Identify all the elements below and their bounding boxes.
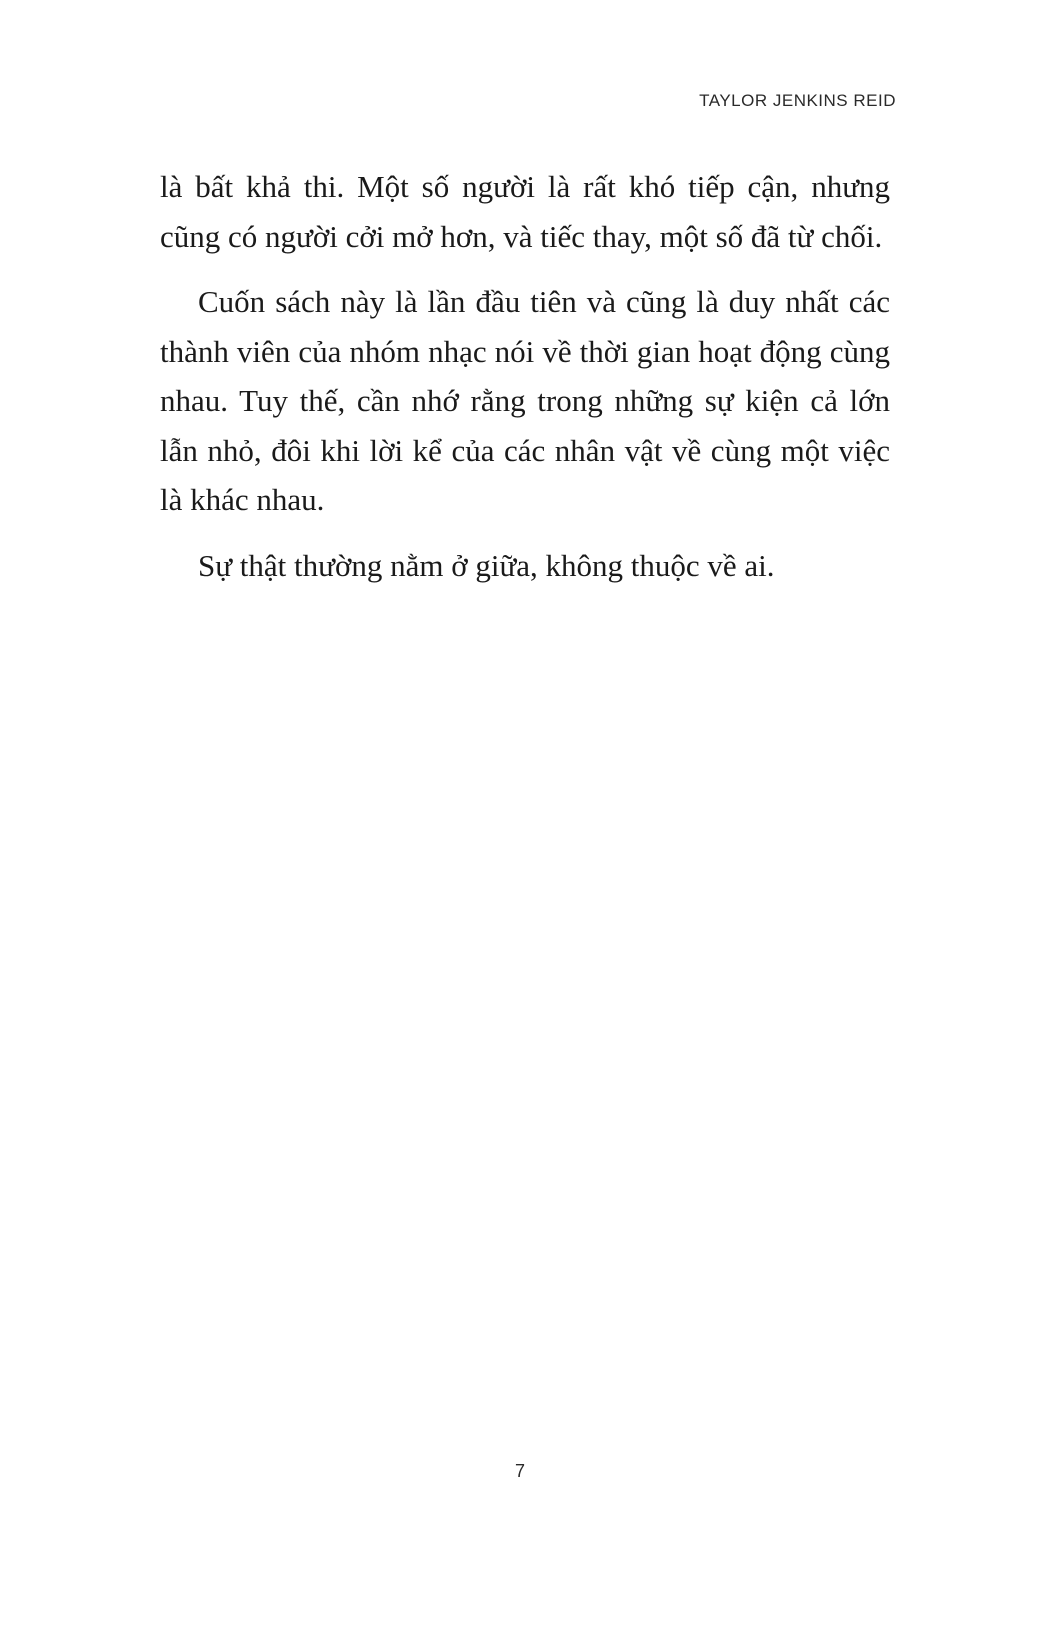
body-text (160, 162, 890, 606)
page-number: 7 (514, 1461, 525, 1481)
running-header-author: TAYLOR JENKINS REID (699, 91, 896, 110)
paragraph: Sự thật thường nằm ở giữa, không thuộc về ai. (198, 547, 775, 583)
paragraph: Cuốn sách này là lần đầu tiên và cũng là duy nhất các thành viên của nhóm nhạc nói về thời gian hoạt động cùng nhau. Tuy thế, cần nhớ rằng trong những sự kiện cả lớn lẫn nhỏ, đôi khi lời kể của các nhân vật về cùng một việc là khác nhau. (160, 284, 890, 517)
paragraph-continued: là bất khả thi. Một số người là rất khó tiếp cận, nhưng cũng có người cởi mở hơn, và tiếc thay, một số đã từ chối. (160, 169, 890, 254)
